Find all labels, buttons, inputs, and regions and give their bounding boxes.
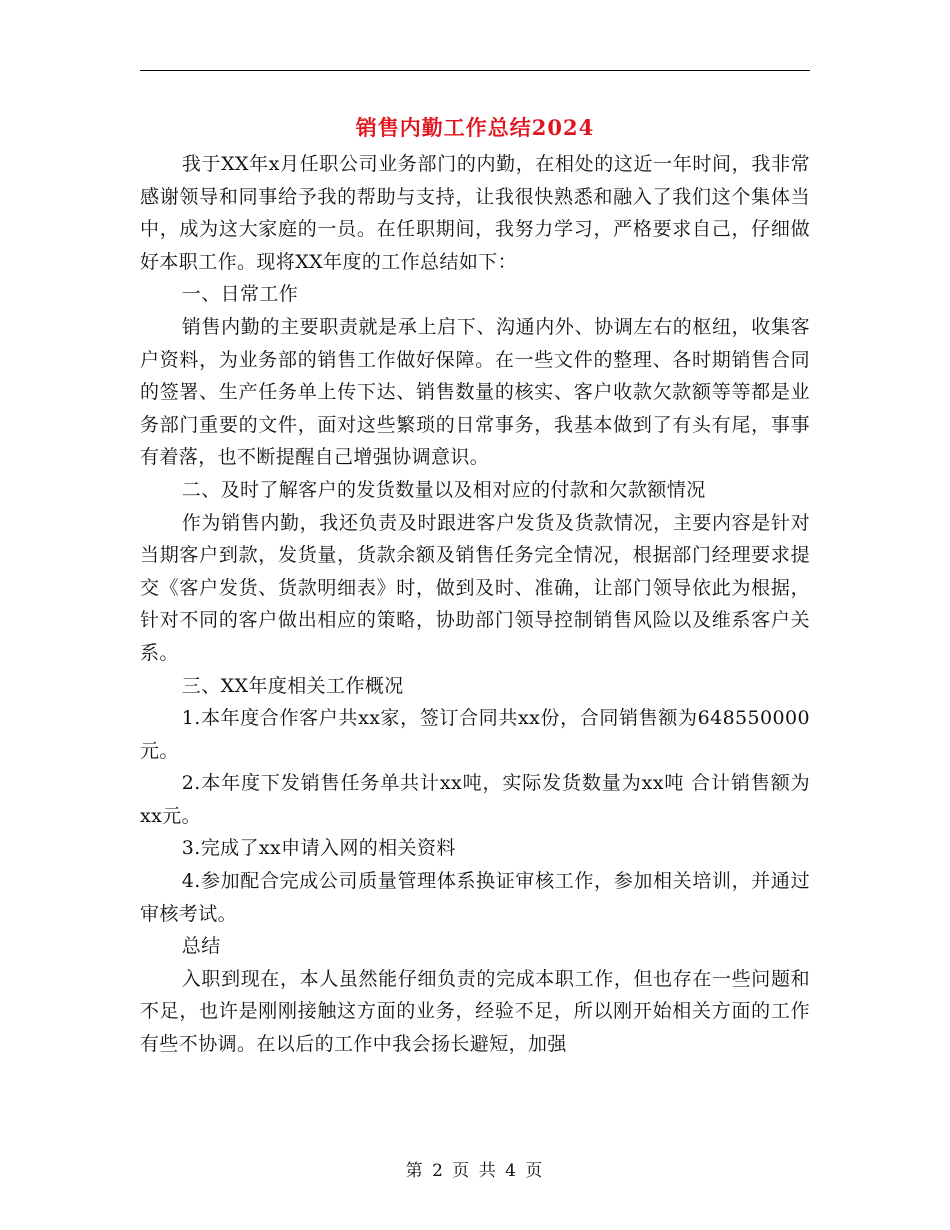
- section-heading-annual-overview: 三、XX年度相关工作概况: [181, 674, 404, 697]
- section-heading-customer-shipping: 二、及时了解客户的发货数量以及相对应的付款和欠款额情况: [181, 478, 706, 501]
- section-heading-daily-work: 一、日常工作: [181, 283, 299, 306]
- customer-shipping-paragraph: 作为销售内勤，我还负责及时跟进客户发货及货款情况，主要内容是针对当期客户到款，发货量，货款余额及销售任务完全情况，根据部门经理要求提交《客户发货、货款明细表》时，做到及时、准确，让部门领导依此为根据，针对不同的客户做出相应的策略，协助部门领导控制销售风险以及维系客户关系。: [140, 511, 810, 664]
- document-title: 销售内勤工作总结2024: [355, 115, 595, 140]
- section-heading-summary: 总结: [181, 935, 221, 958]
- document-body: [140, 148, 810, 1061]
- overview-item-4: 4.参加配合完成公司质量管理体系换证审核工作，参加相关培训，并通过审核考试。: [140, 870, 810, 925]
- summary-paragraph: 入职到现在，本人虽然能仔细负责的完成本职工作，但也存在一些问题和不足，也许是刚刚接触这方面的业务，经验不足，所以刚开始相关方面的工作有些不协调。在以后的工作中我会扬长避短，加强: [140, 967, 810, 1056]
- overview-item-2: 2.本年度下发销售任务单共计xx吨，实际发货数量为xx吨 合计销售额为xx元。: [140, 772, 810, 827]
- page-number-footer: 第 2 页 共 4 页: [405, 1161, 545, 1181]
- overview-item-1: 1.本年度合作客户共xx家，签订合同共xx份，合同销售额为648550000元。: [140, 707, 810, 762]
- header-rule: [140, 70, 810, 71]
- overview-item-3: 3.完成了xx申请入网的相关资料: [181, 837, 456, 860]
- intro-paragraph: 我于XX年x月任职公司业务部门的内勤，在相处的这近一年时间，我非常感谢领导和同事给予我的帮助与支持，让我很快熟悉和融入了我们这个集体当中，成为这大家庭的一员。在任职期间，我努力学习，严格要求自己，仔细做好本职工作。现将XX年度的工作总结如下：: [140, 153, 810, 273]
- daily-work-paragraph: 销售内勤的主要职责就是承上启下、沟通内外、协调左右的枢纽，收集客户资料，为业务部的销售工作做好保障。在一些文件的整理、各时期销售合同的签署、生产任务单上传下达、销售数量的核实、客户收款欠款额等等都是业务部门重要的文件，面对这些繁琐的日常事务，我基本做到了有头有尾，事事有着落，也不断提醒自己增强协调意识。: [140, 315, 810, 469]
